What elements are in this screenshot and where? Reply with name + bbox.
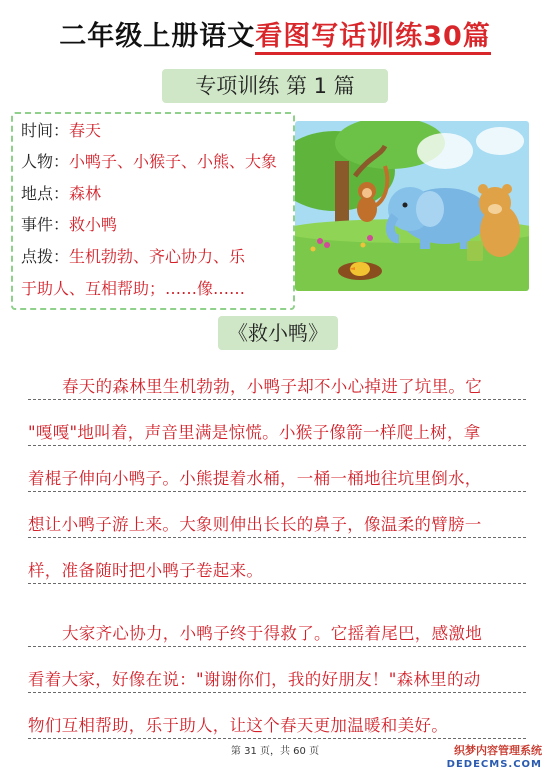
- title-highlight: 看图写话训练30篇: [255, 21, 491, 55]
- info-row-tips: [21, 247, 245, 267]
- writing-line: [28, 645, 526, 647]
- watermark-cn: 织梦内容管理系统: [454, 744, 542, 757]
- writing-line: [28, 691, 526, 693]
- info-value: 春天: [69, 121, 102, 140]
- writing-line: [28, 737, 526, 739]
- story-line: 看着大家，好像在说："谢谢你们，我的好朋友！"森林里的动: [28, 670, 481, 689]
- info-value: 森林: [69, 184, 102, 203]
- info-value: 救小鸭: [69, 215, 118, 234]
- writing-line: [28, 444, 526, 446]
- page-number: 第 31 页，共 60 页: [230, 746, 320, 757]
- forest-scene-image: [295, 121, 529, 291]
- section-subtitle: 专项训练 第 1 篇: [162, 69, 388, 103]
- story-line: 大家齐心协力，小鸭子终于得救了。它摇着尾巴，感激地: [62, 624, 482, 643]
- info-value: 生机勃勃、齐心协力、乐: [69, 247, 246, 266]
- story-line: 样，准备随时把小鸭子卷起来。: [28, 561, 264, 580]
- info-row-place: [21, 184, 101, 204]
- info-value: 小鸭子、小猴子、小熊、大象: [69, 152, 278, 171]
- story-line: 物们互相帮助，乐于助人，让这个春天更加温暖和美好。: [28, 716, 448, 735]
- watermark-en: DEDECMS.COM: [446, 759, 542, 770]
- story-line: 着棍子伸向小鸭子。小熊提着水桶，一桶一桶地往坑里倒水，: [28, 469, 482, 488]
- writing-line: [28, 490, 526, 492]
- story-title: 《救小鸭》: [218, 316, 338, 350]
- writing-line: [28, 398, 526, 400]
- info-label: 事件：: [21, 215, 70, 234]
- story-line: "嘎嘎"地叫着，声音里满是惊慌。小猴子像箭一样爬上树，拿: [28, 423, 481, 442]
- writing-line: [28, 582, 526, 584]
- info-row-characters: [21, 152, 277, 172]
- info-row-tips-cont: [21, 279, 245, 299]
- info-label: 时间：: [21, 121, 70, 140]
- info-box: [11, 112, 295, 310]
- writing-line: [28, 536, 526, 538]
- story-illustration: [295, 121, 529, 291]
- info-row-event: [21, 215, 117, 235]
- story-line: 想让小鸭子游上来。大象则伸出长长的鼻子，像温柔的臂膀一: [28, 515, 482, 534]
- watermark: [447, 744, 542, 772]
- info-label: 人物：: [21, 152, 70, 171]
- title-main: 二年级上册语文: [59, 21, 256, 52]
- info-label: 地点：: [21, 184, 70, 203]
- info-row-time: [21, 121, 101, 141]
- info-value: 于助人、互相帮助；……像……: [21, 279, 246, 298]
- story-line: 春天的森林里生机勃勃，小鸭子却不小心掉进了坑里。它: [62, 377, 482, 396]
- info-label: 点拨：: [21, 247, 70, 266]
- page-title: [0, 14, 550, 53]
